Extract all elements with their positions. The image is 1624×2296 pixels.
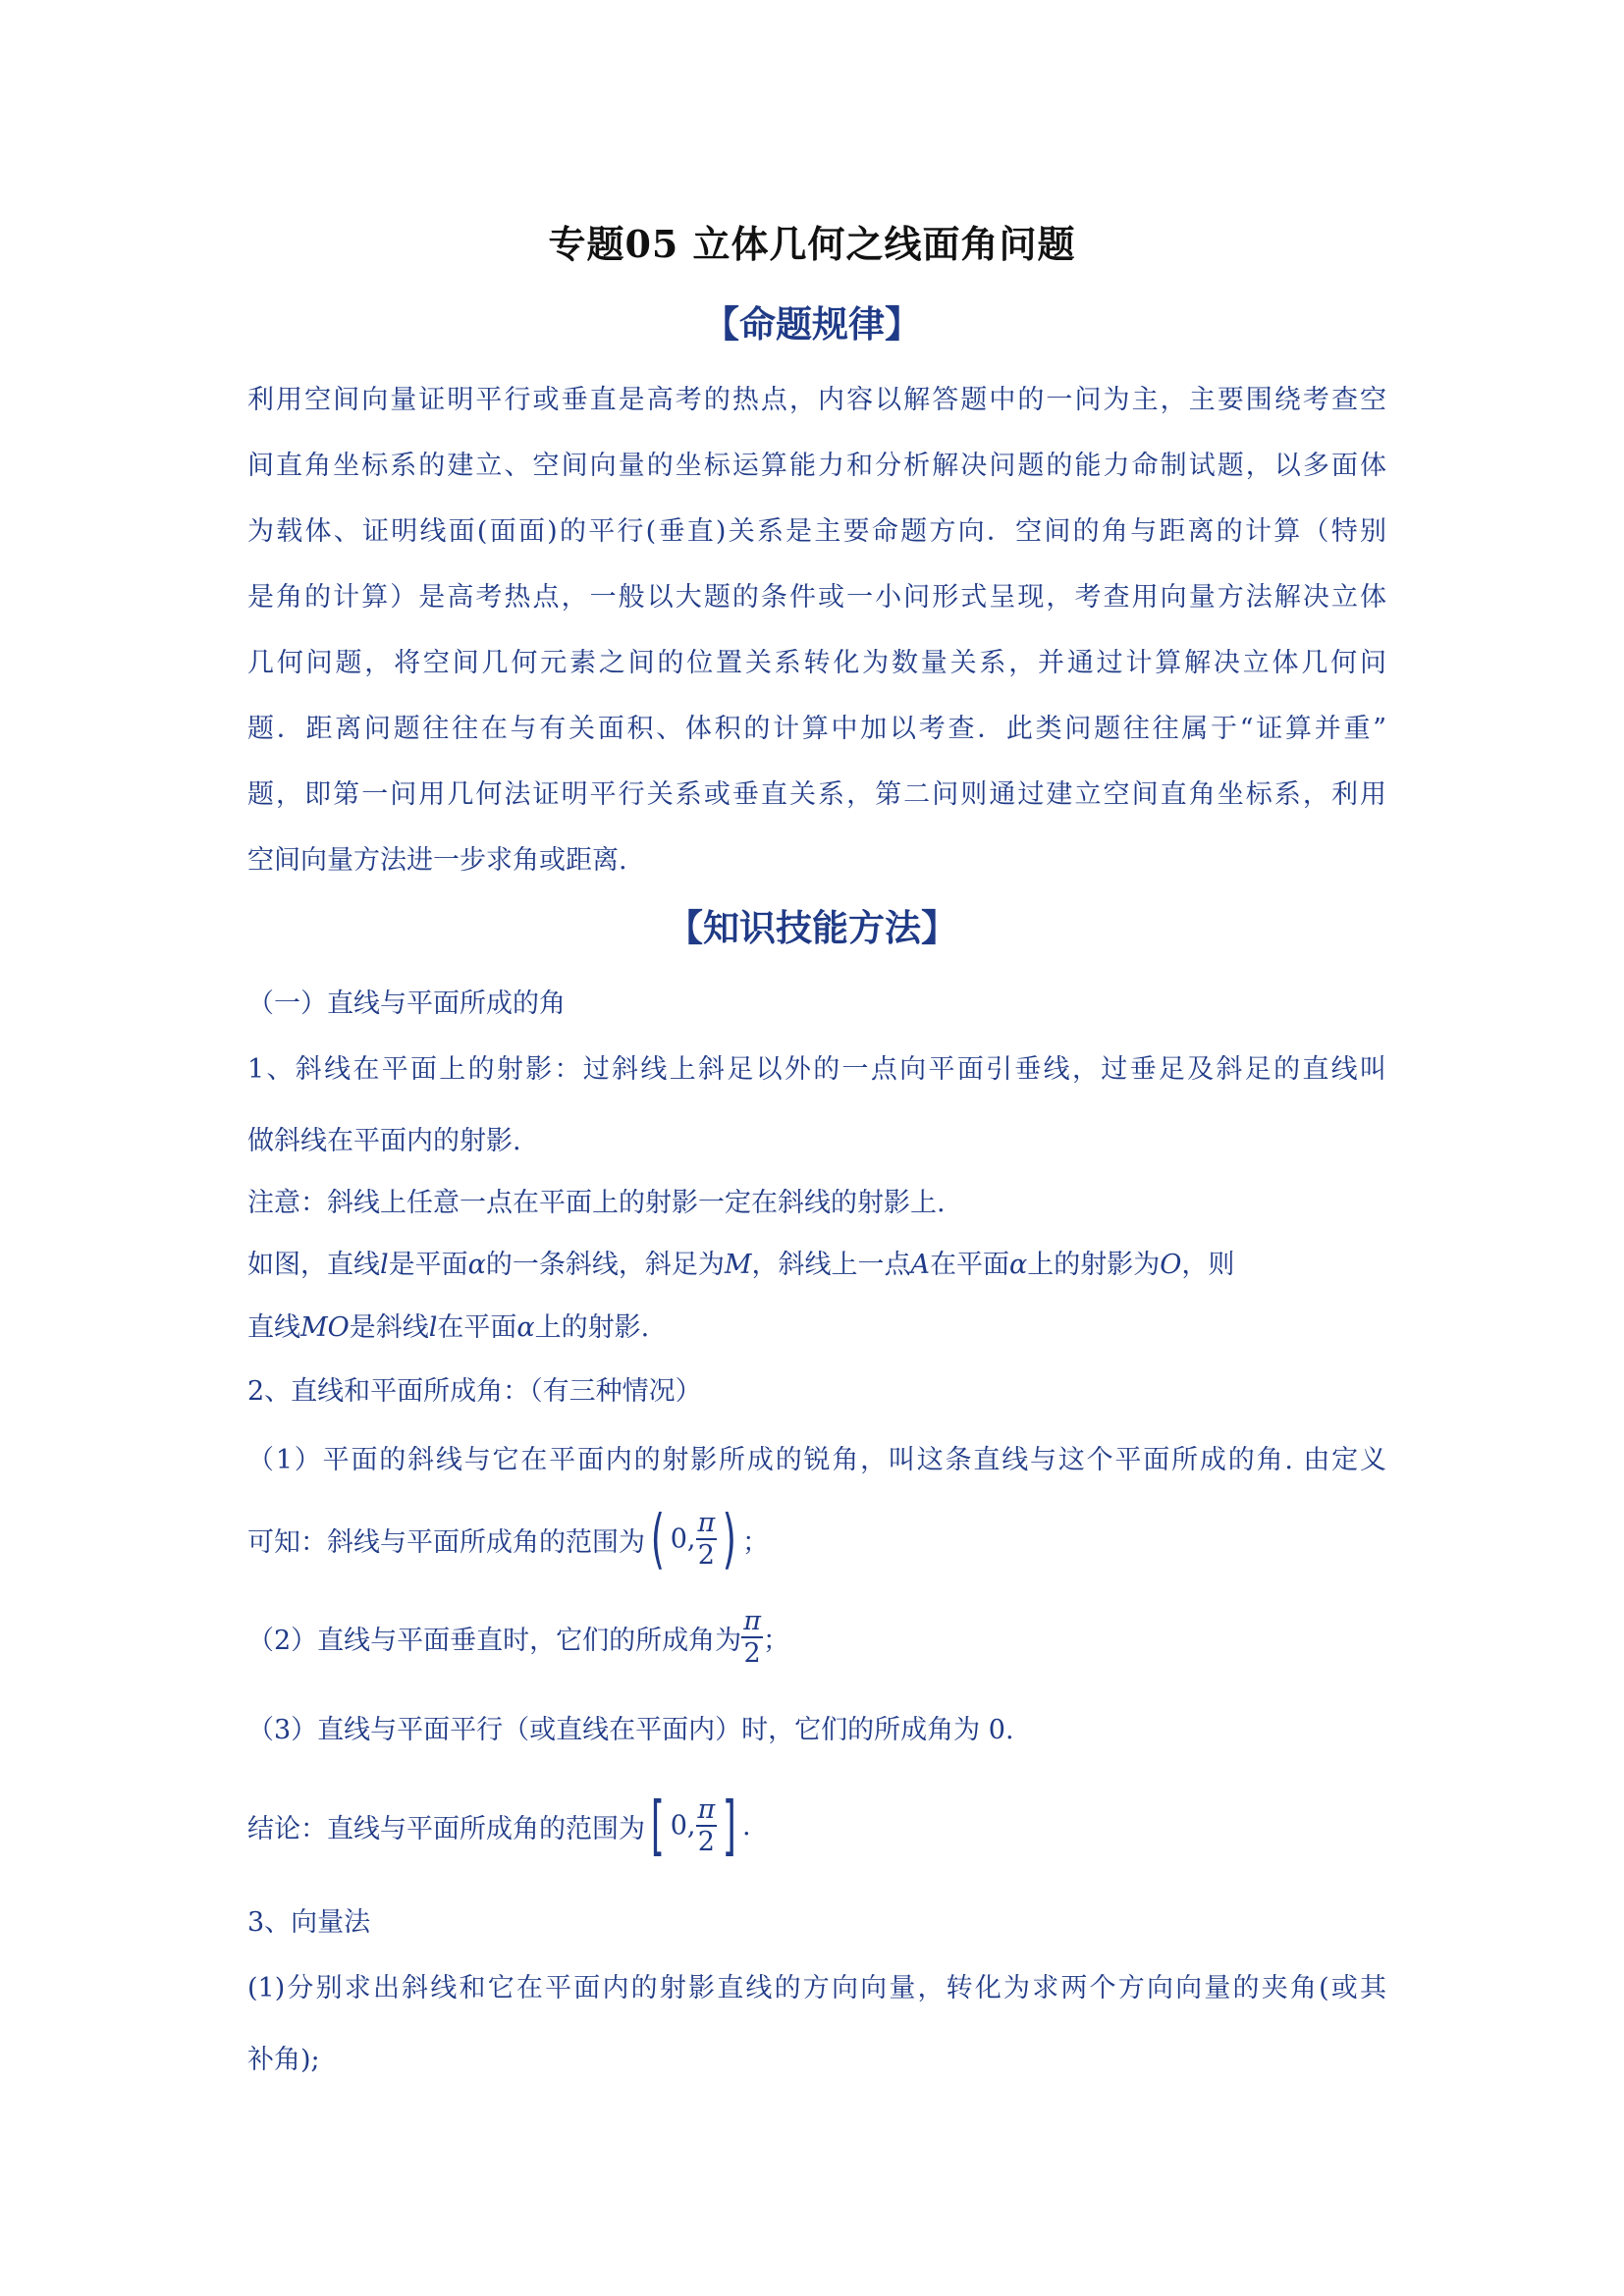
vector-method-line: 补角);	[247, 2045, 320, 2075]
case1-range-line	[247, 1500, 769, 1578]
math-var-alpha: α	[1009, 1250, 1028, 1280]
closed-interval-formula	[645, 1788, 742, 1863]
rules-line: 空间向量方法进一步求角或距离.	[247, 845, 627, 876]
rules-line: 题．距离问题往往在与有关面积、体积的计算中加以考查．此类问题往往属于“证算并重”	[247, 714, 1386, 744]
item3-heading: 3、向量法	[247, 1907, 371, 1938]
pi-over-two-fraction	[696, 1796, 718, 1855]
interval-zero: 0,	[670, 1810, 696, 1842]
left-paren: (	[650, 1501, 665, 1576]
conclusion-line	[247, 1787, 751, 1865]
text: 结论：直线与平面所成角的范围为	[247, 1813, 645, 1844]
vector-method-line: (1)分别求出斜线和它在平面内的射影直线的方向向量，转化为求两个方向向量的夹角(或其	[247, 1973, 1386, 2003]
text: 如图，直线	[247, 1250, 380, 1280]
right-paren: )	[723, 1501, 737, 1576]
math-var-alpha: α	[467, 1250, 486, 1280]
math-var-A: A	[910, 1250, 931, 1280]
rules-line: 是角的计算）是高考热点，一般以大题的条件或一小问形式呈现，考查用向量方法解决立体	[247, 582, 1386, 613]
case1-line: （1）平面的斜线与它在平面内的射影所成的锐角，叫这条直线与这个平面所成的角. 由定义	[247, 1445, 1386, 1475]
text: 是斜线	[349, 1312, 429, 1343]
text: .	[742, 1810, 751, 1842]
text: 在平面	[930, 1250, 1010, 1280]
text: 在平面	[437, 1312, 517, 1343]
case3-line: （3）直线与平面平行（或直线在平面内）时，它们的所成角为 0.	[247, 1715, 1014, 1745]
text: ，斜线上一点	[751, 1250, 911, 1280]
text: ；	[762, 1625, 789, 1656]
section-heading-rules: 【命题规律】	[703, 302, 921, 346]
math-var-l: l	[380, 1250, 389, 1280]
math-var-MO: MO	[300, 1312, 350, 1343]
math-var-O: O	[1160, 1250, 1182, 1280]
fraction-denominator: 2	[743, 1638, 761, 1669]
text: 直线	[247, 1312, 300, 1343]
text: 的一条斜线，斜足为	[485, 1250, 725, 1280]
fraction-numerator: π	[697, 1794, 716, 1825]
section-heading-methods: 【知识技能方法】	[667, 906, 957, 949]
rules-line: 为载体、证明线面(面面)的平行(垂直)关系是主要命题方向．空间的角与距离的计算（特别	[247, 516, 1386, 547]
text: （2）直线与平面垂直时，它们的所成角为	[247, 1625, 742, 1656]
figure-description-line	[247, 1243, 1386, 1281]
text: 上的射影.	[534, 1312, 650, 1343]
rules-line: 利用空间向量证明平行或垂直是高考的热点，内容以解答题中的一问为主，主要围绕考查空	[247, 385, 1386, 415]
math-var-M: M	[724, 1250, 752, 1280]
text: 可知：斜线与平面所成角的范围为	[247, 1526, 645, 1558]
case2-line	[247, 1598, 789, 1677]
fraction-numerator: π	[743, 1606, 761, 1636]
note-line: 注意：斜线上任意一点在平面上的射影一定在斜线的射影上.	[247, 1188, 946, 1218]
text: ，则	[1181, 1250, 1235, 1280]
item2-heading: 2、直线和平面所成角：（有三种情况）	[247, 1376, 702, 1407]
fraction-numerator: π	[697, 1508, 716, 1538]
text: 上的射影为	[1027, 1250, 1161, 1280]
pi-over-two-fraction	[696, 1510, 718, 1569]
rules-line: 几何问题，将空间几何元素之间的位置关系转化为数量关系，并通过计算解决立体几何问	[247, 648, 1386, 678]
projection-line	[247, 1306, 649, 1344]
subsection-heading: （一）直线与平面所成的角	[247, 988, 566, 1019]
document-title: 专题05 立体几何之线面角问题	[548, 222, 1076, 266]
item1-line: 1、斜线在平面上的射影：过斜线上斜足以外的一点向平面引垂线，过垂足及斜足的直线叫	[247, 1054, 1386, 1085]
rules-line: 间直角坐标系的建立、空间向量的坐标运算能力和分析解决问题的能力命制试题，以多面体	[247, 451, 1386, 481]
fraction-denominator: 2	[697, 1540, 715, 1571]
open-interval-formula	[645, 1501, 742, 1576]
right-bracket: ]	[723, 1788, 737, 1863]
item1-line: 做斜线在平面内的射影.	[247, 1126, 521, 1156]
rules-line: 题，即第一问用几何法证明平行关系或垂直关系，第二问则通过建立空间直角坐标系，利用	[247, 779, 1386, 810]
fraction-denominator: 2	[697, 1827, 715, 1857]
left-bracket: [	[650, 1788, 665, 1863]
interval-zero: 0,	[670, 1523, 696, 1555]
text: ；	[742, 1526, 770, 1558]
text: 是平面	[388, 1250, 468, 1280]
math-var-alpha: α	[516, 1312, 535, 1343]
pi-over-two-fraction	[741, 1608, 763, 1667]
math-var-l: l	[428, 1312, 438, 1343]
